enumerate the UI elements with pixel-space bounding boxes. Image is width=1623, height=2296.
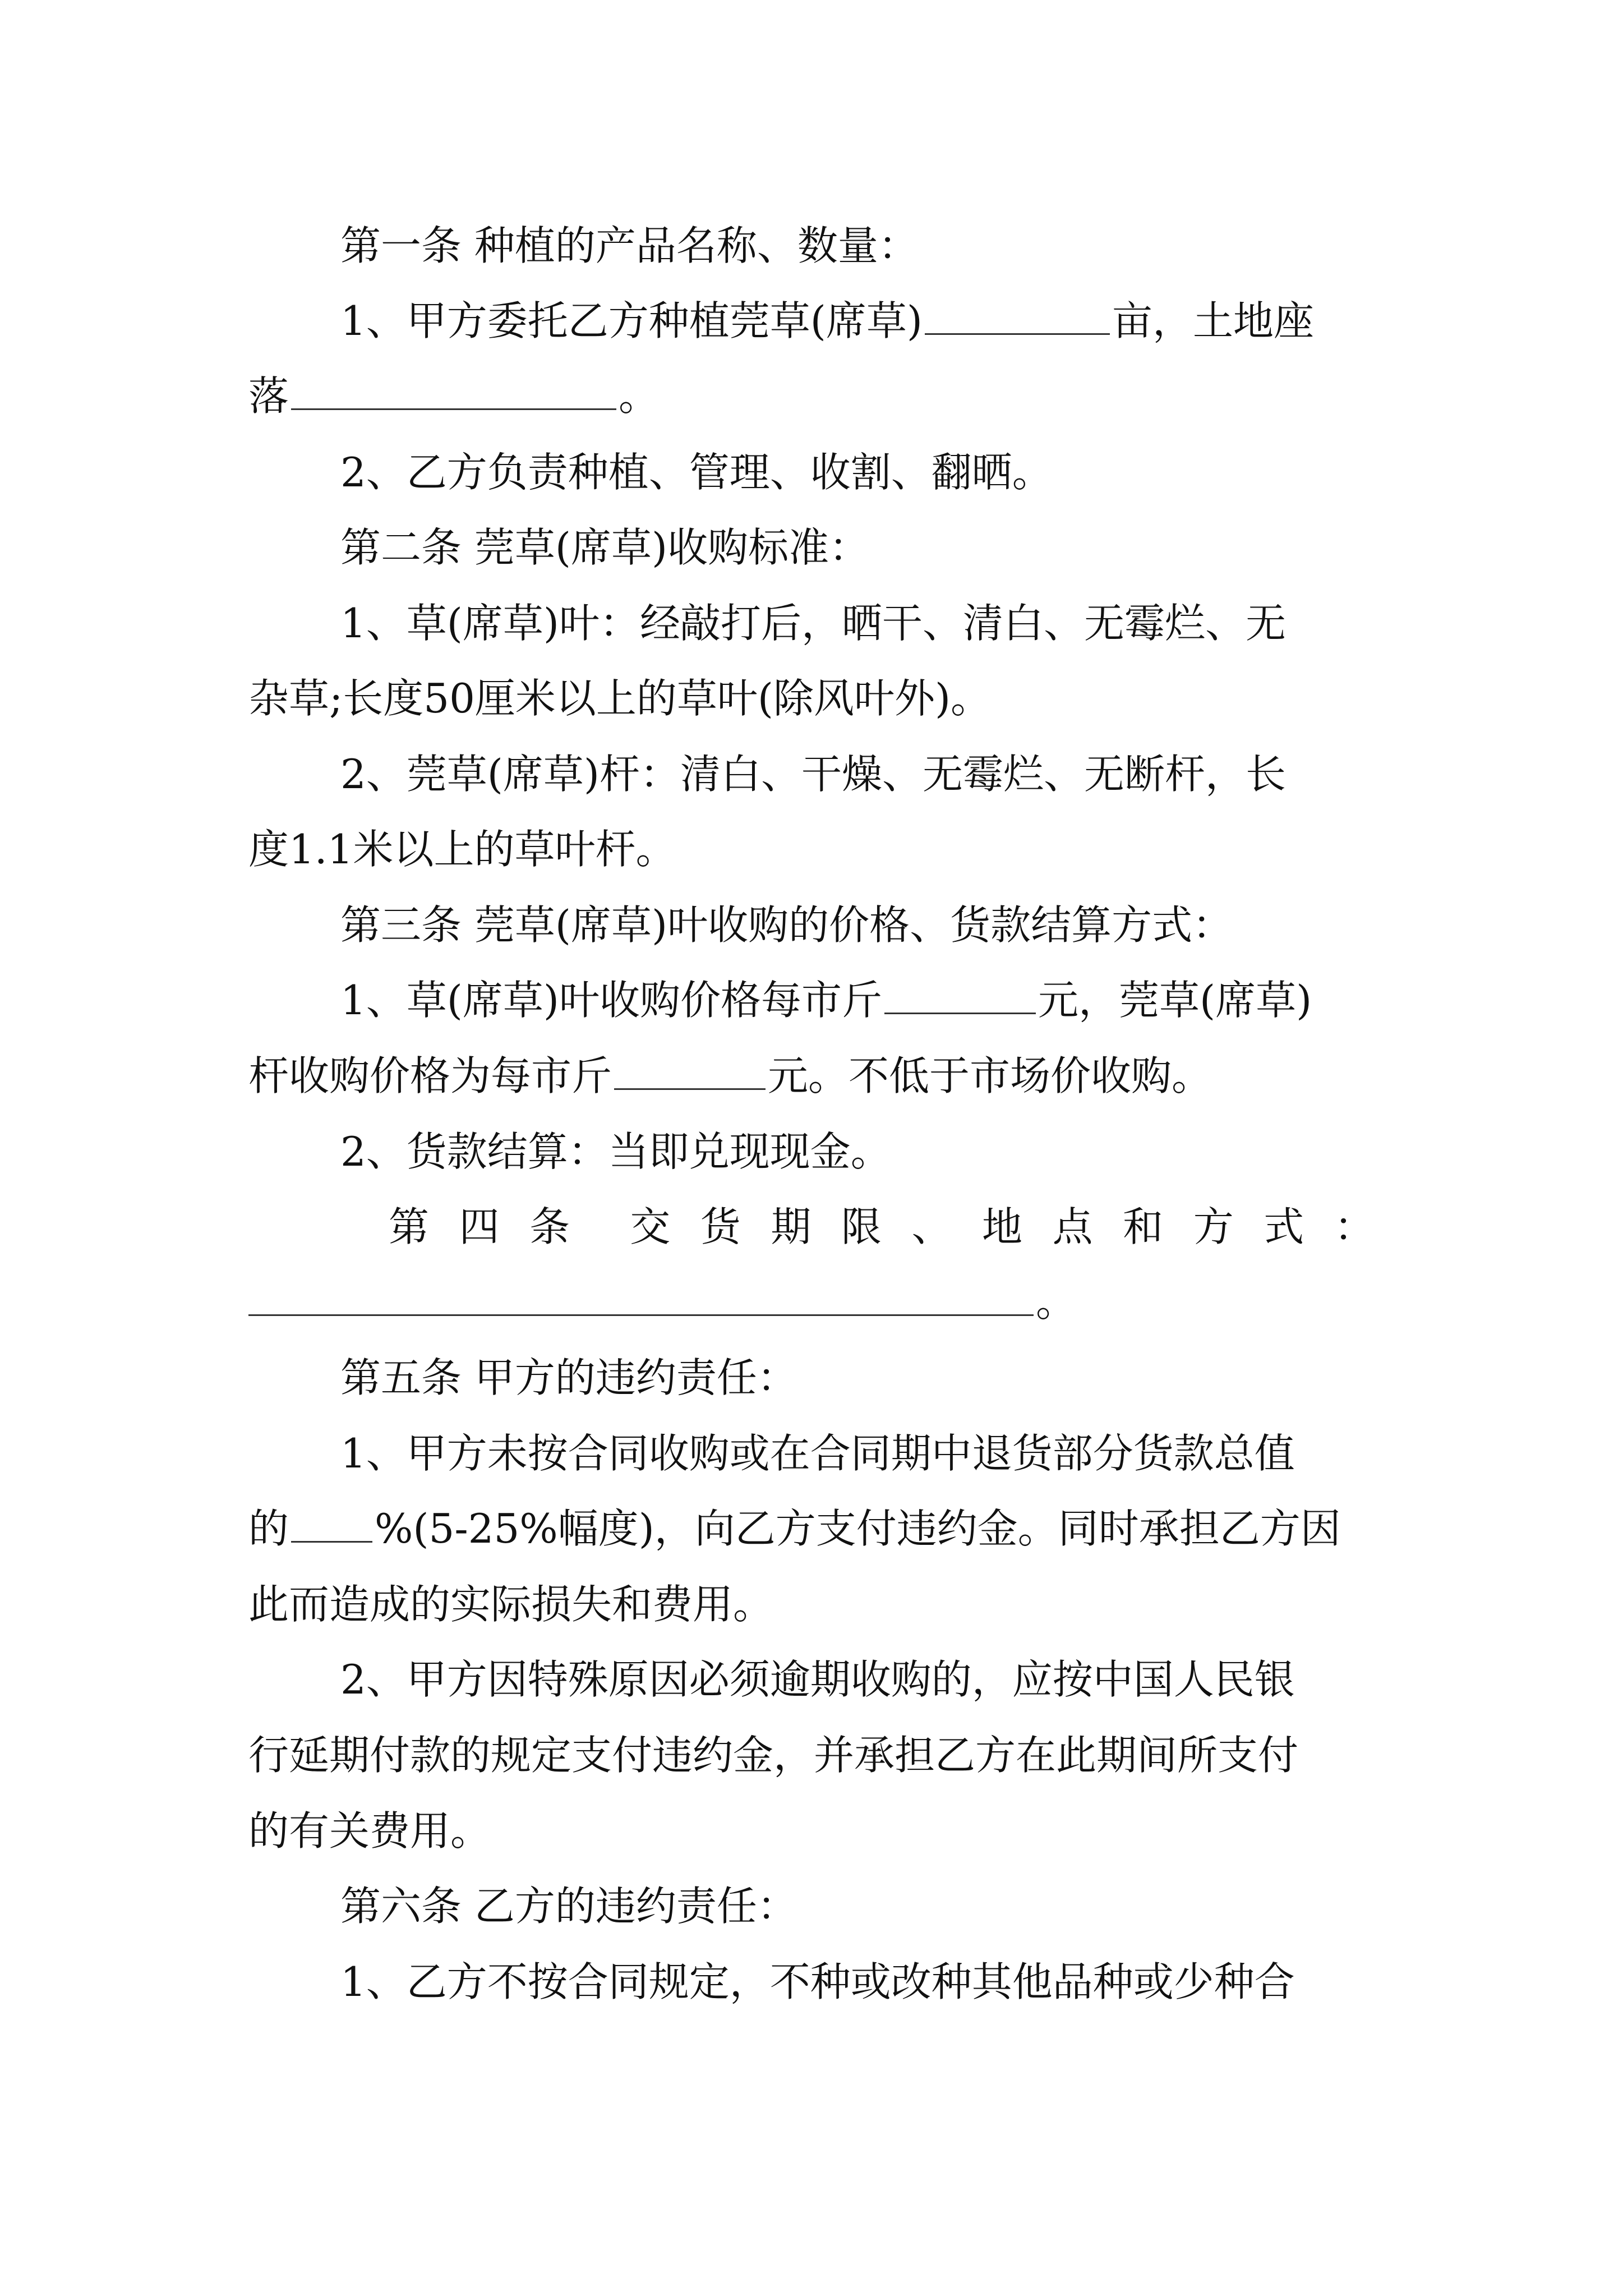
paragraph-line: 的有关费用。 [248,1807,491,1855]
paragraph-line: 2、乙方负责种植、管理、收割、翻晒。 [340,449,1053,496]
article-1-heading: 第一条 种植的产品名称、数量： [340,222,919,269]
article-5-heading: 第五条 甲方的违约责任： [340,1354,797,1401]
paragraph-line: 落 。 [248,372,660,420]
article-6-heading: 第六条 乙方的违约责任： [340,1883,797,1930]
paragraph-line: 1、甲方委托乙方种植莞草(席草) 亩，土地座 [340,297,1315,344]
paragraph-line: 的 %(5-25%幅度)，向乙方支付违约金。同时承担乙方因 [248,1505,1341,1552]
paragraph-line: 此而造成的实际损失和费用。 [248,1581,774,1628]
delivery-terms-blank[interactable] [248,1280,1034,1316]
document-page [248,0,1375,2296]
location-blank[interactable] [291,374,616,410]
paragraph-line: 1、草(席草)叶：经敲打后，晒干、清白、无霉烂、无 [340,600,1286,647]
stalk-price-blank[interactable] [614,1053,766,1090]
paragraph-line: 。 [248,1274,1375,1330]
paragraph-line: 度1.1米以上的草叶杆。 [248,826,676,873]
paragraph-line: 1、草(席草)叶收购价格每市斤 元，莞草(席草) [340,977,1312,1024]
acreage-blank[interactable] [925,298,1110,335]
paragraph-line: 1、甲方未按合同收购或在合同期中退货部分货款总值 [340,1430,1295,1477]
paragraph-line: 2、莞草(席草)杆：清白、干燥、无霉烂、无断杆，长 [340,751,1286,798]
article-4-heading: 第 四 条 交 货 期 限 、 地 点 和 方 式 ： [389,1203,1375,1250]
paragraph-line: 2、甲方因特殊原因必须逾期收购的，应按中国人民银 [340,1656,1295,1703]
paragraph-line: 1、乙方不按合同规定，不种或改种其他品种或少种合 [340,1958,1295,2005]
penalty-percent-blank[interactable] [291,1506,372,1543]
leaf-price-blank[interactable] [884,978,1036,1014]
paragraph-line: 2、货款结算：当即兑现现金。 [340,1128,891,1175]
article-2-heading: 第二条 莞草(席草)收购标准： [340,524,870,571]
article-3-heading: 第三条 莞草(席草)叶收购的价格、货款结算方式： [340,901,1233,949]
paragraph-line: 杆收购价格为每市斤 元。不低于市场价收购。 [248,1052,1212,1099]
paragraph-line: 杂草;长度50厘米以上的草叶(除风叶外)。 [248,675,992,722]
paragraph-line: 行延期付款的规定支付违约金，并承担乙方在此期间所支付 [248,1732,1299,1779]
